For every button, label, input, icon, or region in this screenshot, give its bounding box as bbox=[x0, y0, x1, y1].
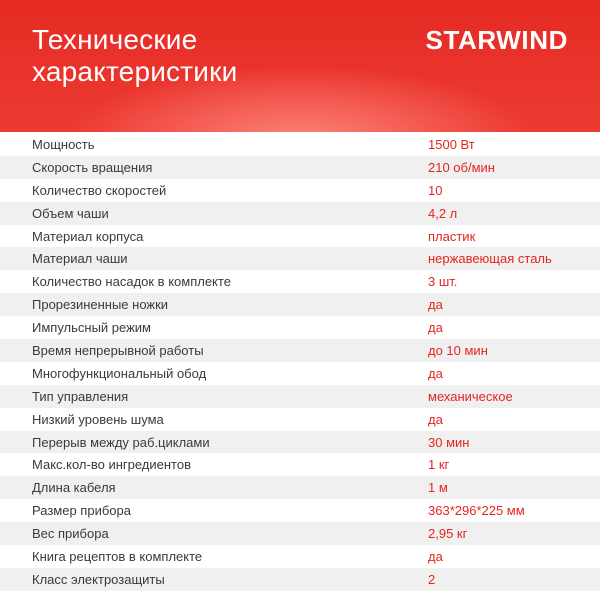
spec-label: Скорость вращения bbox=[32, 159, 153, 175]
title-line-1: Технические bbox=[32, 24, 198, 55]
spec-row bbox=[0, 316, 600, 339]
brand-logo: STARWIND bbox=[425, 25, 568, 55]
spec-row bbox=[0, 202, 600, 225]
spec-row bbox=[0, 431, 600, 454]
spec-value: 4,2 л bbox=[428, 205, 458, 221]
spec-value: да bbox=[428, 365, 443, 381]
spec-label: Низкий уровень шума bbox=[32, 411, 164, 427]
spec-value: 2,95 кг bbox=[428, 526, 468, 542]
spec-label: Материал корпуса bbox=[32, 228, 144, 244]
spec-label: Класс электрозащиты bbox=[32, 571, 165, 587]
spec-value: да bbox=[428, 297, 443, 313]
spec-value: нержавеющая сталь bbox=[428, 251, 552, 267]
spec-label: Перерыв между раб.циклами bbox=[32, 434, 210, 450]
spec-value: 1500 Вт bbox=[428, 136, 475, 152]
spec-label: Мощность bbox=[32, 136, 95, 152]
spec-label: Объем чаши bbox=[32, 205, 109, 221]
spec-row bbox=[0, 476, 600, 499]
spec-label: Импульсный режим bbox=[32, 320, 151, 336]
spec-row bbox=[0, 156, 600, 179]
spec-label: Количество скоростей bbox=[32, 182, 167, 198]
spec-label: Время непрерывной работы bbox=[32, 342, 204, 358]
spec-label: Макс.кол-во ингредиентов bbox=[32, 457, 192, 473]
spec-row bbox=[0, 385, 600, 408]
spec-row bbox=[0, 362, 600, 385]
spec-value: до 10 мин bbox=[428, 342, 488, 358]
spec-value: 10 bbox=[428, 182, 443, 198]
spec-label: Вес прибора bbox=[32, 526, 109, 542]
spec-label: Размер прибора bbox=[32, 503, 131, 519]
spec-value: 3 шт. bbox=[428, 274, 458, 290]
spec-value: 1 м bbox=[428, 480, 448, 496]
spec-label: Книга рецептов в комплекте bbox=[32, 548, 203, 564]
spec-label: Прорезиненные ножки bbox=[32, 297, 169, 313]
page-title bbox=[32, 24, 237, 88]
spec-value: механическое bbox=[428, 388, 513, 404]
spec-value: пластик bbox=[428, 228, 476, 244]
spec-row bbox=[0, 522, 600, 545]
spec-row bbox=[0, 225, 600, 248]
spec-row bbox=[0, 270, 600, 293]
spec-row bbox=[0, 339, 600, 362]
spec-value: 210 об/мин bbox=[428, 159, 495, 175]
spec-value: 1 кг bbox=[428, 457, 450, 473]
spec-label: Количество насадок в комплекте bbox=[32, 274, 231, 290]
spec-row bbox=[0, 568, 600, 591]
header-banner bbox=[0, 0, 600, 132]
spec-row bbox=[0, 247, 600, 270]
spec-value: да bbox=[428, 320, 443, 336]
spec-row bbox=[0, 545, 600, 568]
spec-table bbox=[0, 133, 600, 591]
spec-value: да bbox=[428, 548, 443, 564]
title-line-2: характеристики bbox=[32, 56, 238, 87]
spec-value: 363*296*225 мм bbox=[428, 503, 525, 519]
spec-row bbox=[0, 453, 600, 476]
spec-label: Многофункциональный обод bbox=[32, 365, 207, 381]
spec-row bbox=[0, 133, 600, 156]
spec-label: Тип управления bbox=[32, 388, 129, 404]
spec-row bbox=[0, 408, 600, 431]
spec-row bbox=[0, 293, 600, 316]
spec-row bbox=[0, 179, 600, 202]
spec-value: да bbox=[428, 411, 443, 427]
spec-label: Материал чаши bbox=[32, 251, 128, 267]
spec-label: Длина кабеля bbox=[32, 480, 116, 496]
spec-value: 30 мин bbox=[428, 434, 470, 450]
spec-row bbox=[0, 499, 600, 522]
spec-value: 2 bbox=[428, 571, 436, 587]
